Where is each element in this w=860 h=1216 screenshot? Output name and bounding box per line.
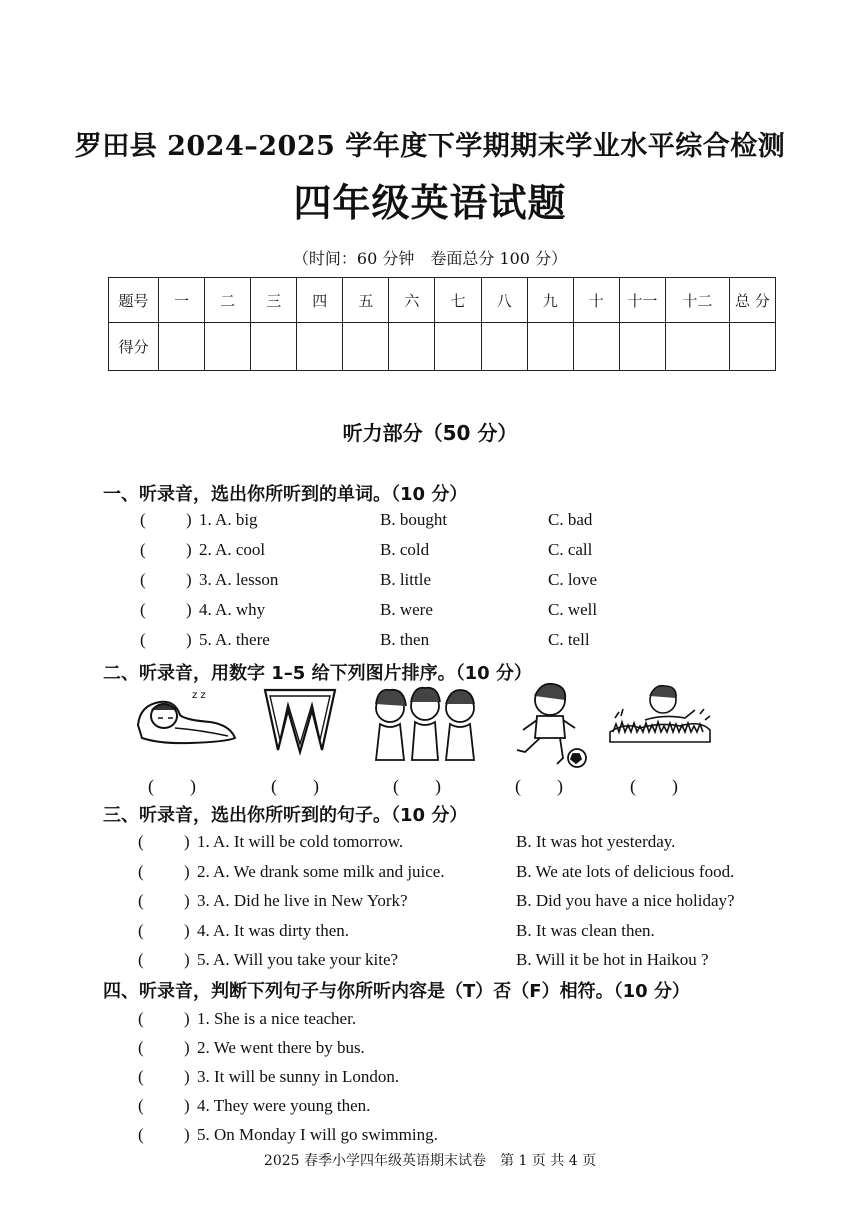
q4-statement: 3. It will be sunny in London.: [197, 1067, 400, 1086]
sleeping-child-picture: [130, 680, 240, 760]
q3-answer-open-paren[interactable]: (: [138, 920, 144, 940]
q1-option-a: 1. A. big: [199, 510, 258, 529]
q2-answer-blank[interactable]: ( ): [271, 776, 319, 796]
q4-statement: 1. She is a nice teacher.: [197, 1009, 357, 1028]
score-cell: [481, 323, 527, 371]
q4-answer-close-paren: ): [184, 1009, 190, 1028]
q4-statement: 4. They were young then.: [197, 1096, 371, 1115]
q4-statement: 2. We went there by bus.: [197, 1038, 365, 1057]
q1-option-a: 4. A. why: [199, 600, 266, 619]
q1-answer-close-paren: ): [186, 630, 192, 649]
q3-option-b: B. Did you have a nice holiday?: [516, 891, 735, 910]
q2-heading: 二、听录音，用数字 1–5 给下列图片排序。（10 分）: [103, 663, 532, 684]
score-table-header-row: [109, 278, 776, 323]
q1-option-b: B. little: [380, 570, 431, 589]
score-col-total: 总 分: [729, 278, 775, 323]
score-table-label: 题号: [109, 278, 159, 323]
score-cell: [297, 323, 343, 371]
q1-option-a: 5. A. there: [199, 630, 270, 649]
q4-heading: 四、听录音，判断下列句子与你所听内容是（T）否（F）相符。（10 分）: [103, 981, 690, 1002]
q3-answer-open-paren[interactable]: (: [138, 832, 144, 851]
q1-answer-open-paren[interactable]: (: [140, 630, 146, 649]
svg-text:z z: z z: [192, 690, 206, 701]
zigzag-paper-picture: [260, 680, 340, 760]
score-col: 二: [205, 278, 251, 323]
q4-answer-close-paren: ): [184, 1096, 190, 1115]
q1-option-b: B. bought: [380, 510, 448, 529]
score-col: 七: [435, 278, 481, 323]
q2-pictures: [120, 680, 720, 770]
q3-heading: 三、听录音，选出你所听到的句子。（10 分）: [103, 805, 468, 826]
exam-info: （时间：60 分钟 卷面总分 100 分）: [292, 249, 568, 268]
q1-answer-open-paren[interactable]: (: [140, 510, 146, 529]
score-col: 十一: [619, 278, 665, 323]
score-cell: [159, 323, 205, 371]
page-footer: 2025 春季小学四年级英语期末试卷 第 1 页 共 4 页: [263, 1153, 597, 1169]
score-cell: [527, 323, 573, 371]
q3-answer-close-paren: ): [184, 832, 190, 851]
q3-answer-close-paren: ): [184, 920, 190, 940]
q3-option-a: 1. A. It will be cold tomorrow.: [197, 832, 404, 851]
q3-option-b: B. It was clean then.: [516, 920, 655, 940]
score-col: 八: [481, 278, 527, 323]
q1-option-b: B. were: [380, 600, 433, 619]
q4-answer-open-paren[interactable]: (: [138, 1125, 144, 1144]
q3-answer-open-paren[interactable]: (: [138, 891, 144, 910]
q1-option-b: B. then: [380, 630, 430, 649]
q1-option-c: C. tell: [548, 630, 590, 649]
q2-answer-blank[interactable]: ( ): [148, 776, 196, 796]
q3-answer-close-paren: ): [184, 891, 190, 910]
q2-answer-blank[interactable]: ( ): [393, 776, 441, 796]
q4-answer-close-paren: ): [184, 1125, 190, 1144]
score-col: 三: [251, 278, 297, 323]
exam-subject-title: 四年级英语试题: [293, 180, 567, 225]
q3-option-a: 2. A. We drank some milk and juice.: [197, 861, 445, 881]
q4-answer-open-paren[interactable]: (: [138, 1009, 144, 1028]
score-table: [108, 277, 776, 371]
score-cell: [573, 323, 619, 371]
exam-title: 罗田县 2024–2025 学年度下学期期末学业水平综合检测: [74, 131, 786, 162]
q3-answer-close-paren: ): [184, 950, 190, 969]
q1-option-c: C. well: [548, 600, 598, 619]
q1-option-a: 2. A. cool: [199, 540, 266, 559]
score-cell: [435, 323, 481, 371]
q1-answer-close-paren: ): [186, 600, 192, 619]
q1-option-b: B. cold: [380, 540, 430, 559]
q3-option-a: 5. A. Will you take your kite?: [197, 950, 399, 969]
q4-answer-open-paren[interactable]: (: [138, 1038, 144, 1057]
q1-heading: 一、听录音，选出你所听到的单词。（10 分）: [103, 484, 468, 505]
q1-option-c: C. love: [548, 570, 598, 589]
q2-answer-blank[interactable]: ( ): [515, 776, 563, 796]
score-col: 五: [343, 278, 389, 323]
q4-answer-open-paren[interactable]: (: [138, 1067, 144, 1086]
score-col: 四: [297, 278, 343, 323]
q3-answer-close-paren: ): [184, 861, 190, 881]
score-col: 十二: [665, 278, 729, 323]
score-cell: [389, 323, 435, 371]
score-cell: [619, 323, 665, 371]
q1-answer-open-paren[interactable]: (: [140, 600, 146, 619]
score-col: 九: [527, 278, 573, 323]
score-cell: [729, 323, 775, 371]
q3-answer-open-paren[interactable]: (: [138, 861, 144, 881]
score-cell: [205, 323, 251, 371]
q3-option-b: B. It was hot yesterday.: [516, 832, 676, 851]
score-col: 十: [573, 278, 619, 323]
q4-answer-close-paren: ): [184, 1038, 190, 1057]
boy-in-grass-picture: [605, 680, 715, 760]
score-cell: [343, 323, 389, 371]
q3-option-b: B. Will it be hot in Haikou ?: [516, 950, 709, 969]
score-cell: [665, 323, 729, 371]
listening-section-title: 听力部分（50 分）: [342, 421, 518, 445]
q3-option-a: 4. A. It was dirty then.: [197, 920, 350, 940]
q3-option-b: B. We ate lots of delicious food.: [516, 861, 735, 881]
three-girls-picture: [368, 680, 483, 765]
score-cell: [251, 323, 297, 371]
q1-answer-close-paren: ): [186, 540, 192, 559]
q1-answer-close-paren: ): [186, 570, 192, 589]
score-table-score-row: [109, 323, 776, 371]
q3-answer-open-paren[interactable]: (: [138, 950, 144, 969]
q1-answer-open-paren[interactable]: (: [140, 540, 146, 559]
score-col: 一: [159, 278, 205, 323]
q4-answer-open-paren[interactable]: (: [138, 1096, 144, 1115]
q2-answer-blank[interactable]: ( ): [630, 776, 678, 796]
boy-playing-football-picture: [505, 680, 595, 775]
q4-answer-close-paren: ): [184, 1067, 190, 1086]
q1-option-a: 3. A. lesson: [199, 570, 279, 589]
q4-statement: 5. On Monday I will go swimming.: [197, 1125, 438, 1144]
score-col: 六: [389, 278, 435, 323]
q1-answer-close-paren: ): [186, 510, 192, 529]
q1-option-c: C. bad: [548, 510, 593, 529]
score-table-label: 得分: [109, 323, 159, 371]
q1-answer-open-paren[interactable]: (: [140, 570, 146, 589]
q1-option-c: C. call: [548, 540, 593, 559]
q3-option-a: 3. A. Did he live in New York?: [197, 891, 408, 910]
